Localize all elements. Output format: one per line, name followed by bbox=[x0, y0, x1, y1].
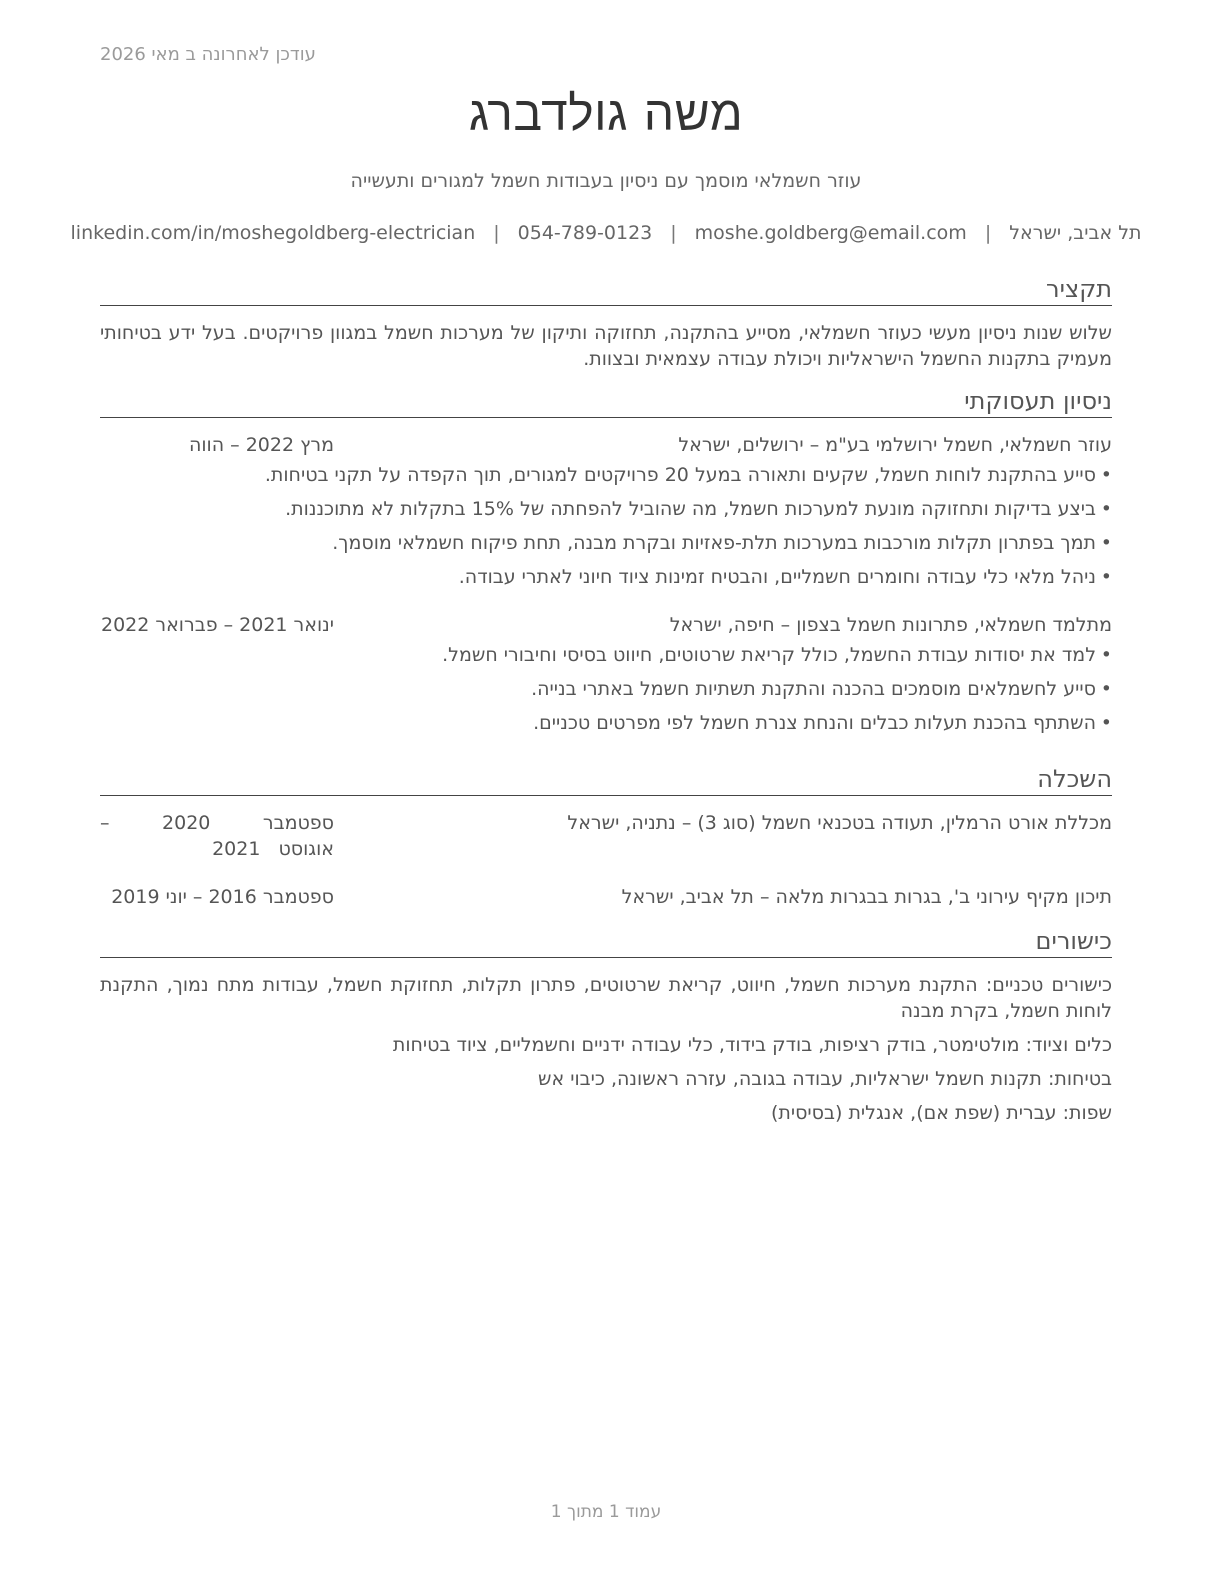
job-entry bbox=[100, 612, 1112, 736]
contact-bar bbox=[70, 222, 1142, 244]
contact-location: תל אביב, ישראל bbox=[1009, 222, 1142, 244]
skills-section bbox=[100, 926, 1112, 1134]
candidate-headline: עוזר חשמלאי מוסמך עם ניסיון בעבודות חשמל למגורים ותעשייה bbox=[350, 170, 862, 192]
skill-line: בטיחות: תקנות חשמל ישראליות, עבודה בגובה, עזרה ראשונה, כיבוי אש bbox=[538, 1068, 1112, 1090]
contact-separator: | bbox=[984, 222, 992, 244]
skill-line: כלים וציוד: מולטימטר, בודק רציפות, בודק בידוד, כלי עבודה ידניים וחשמליים, ציוד בטיחות bbox=[392, 1034, 1112, 1056]
contact-email-link[interactable]: moshe.goldberg@email.com bbox=[694, 222, 967, 244]
job-bullets bbox=[100, 462, 1112, 590]
section-title: ניסיון תעסוקתי bbox=[100, 386, 1112, 418]
bullet-icon: • bbox=[1100, 712, 1112, 734]
job-dates: ינואר 2021 – פברואר 2022 bbox=[100, 614, 334, 636]
education-dates: ספטמבר 2020 – אוגוסט 2021 bbox=[100, 812, 335, 860]
experience-section bbox=[100, 386, 1112, 744]
education-entry bbox=[100, 810, 1112, 862]
bullet-icon: • bbox=[1100, 566, 1112, 588]
list-item: • ניהל מלאי כלי עבודה וחומרים חשמליים, והבטיח זמינות ציוד חיוני לאתרי עבודה. bbox=[458, 566, 1112, 588]
bullet-icon: • bbox=[1100, 498, 1112, 520]
resume-page bbox=[70, 0, 1142, 1584]
job-entry bbox=[100, 432, 1112, 590]
contact-linkedin-link[interactable]: linkedin.com/in/moshegoldberg-electrician bbox=[70, 222, 476, 244]
job-bullets bbox=[100, 642, 1112, 736]
bullet-icon: • bbox=[1100, 464, 1112, 486]
skills-list bbox=[100, 972, 1112, 1126]
section-title: כישורים bbox=[100, 926, 1112, 958]
list-item: • ביצע בדיקות ותחזוקה מונעת למערכות חשמל, מה שהוביל להפחתה של 15% בתקלות לא מתוכננות. bbox=[285, 498, 1112, 520]
education-institution: תיכון מקיף עירוני ב', בגרות בבגרות מלאה – תל אביב, ישראל bbox=[621, 886, 1112, 908]
contact-separator: | bbox=[670, 222, 677, 244]
contact-separator: | bbox=[493, 222, 500, 244]
education-section bbox=[100, 764, 1112, 910]
bullet-icon: • bbox=[1100, 678, 1112, 700]
summary-text: שלוש שנות ניסיון מעשי כעוזר חשמלאי, מסייע בהתקנה, תחזוקה ותיקון של מערכות חשמל במגוון פרויקטים. בעל ידע בטיחותי מעמיק בתקנות החשמל הישראליות ויכולת עבודה עצמאית ובצוות. bbox=[100, 322, 1112, 370]
list-item: • סייע בהתקנת לוחות חשמל, שקעים ותאורה במעל 20 פרויקטים למגורים, תוך הקפדה על תקני בטיחות. bbox=[264, 464, 1112, 486]
job-role: מתלמד חשמלאי, פתרונות חשמל בצפון – חיפה, ישראל bbox=[669, 614, 1112, 636]
section-title: תקציר bbox=[100, 274, 1112, 306]
education-entry bbox=[100, 884, 1112, 910]
bullet-icon: • bbox=[1100, 644, 1112, 666]
page-number: עמוד 1 מתוך 1 bbox=[550, 1502, 662, 1522]
education-dates: ספטמבר 2016 – יוני 2019 bbox=[111, 886, 334, 908]
skill-line: שפות: עברית (שפת אם), אנגלית (בסיסית) bbox=[770, 1102, 1112, 1124]
skill-line: כישורים טכניים: התקנת מערכות חשמל, חיווט, קריאת שרטוטים, פתרון תקלות, תחזוקת חשמל, עבודות מתח נמוך, התקנת לוחות חשמל, בקרת מבנה bbox=[100, 974, 1112, 1022]
section-title: השכלה bbox=[100, 764, 1112, 796]
list-item: • השתתף בהכנת תעלות כבלים והנחת צנרת חשמל לפי מפרטים טכניים. bbox=[533, 712, 1112, 734]
job-dates: מרץ 2022 – הווה bbox=[188, 434, 334, 456]
education-institution: מכללת אורט הרמלין, תעודה בטכנאי חשמל (סוג 3) – נתניה, ישראל bbox=[567, 812, 1112, 834]
job-role: עוזר חשמלאי, חשמל ירושלמי בע"מ – ירושלים, ישראל bbox=[678, 434, 1112, 456]
last-updated-note: עודכן לאחרונה ב מאי 2026 bbox=[100, 44, 316, 65]
list-item: • סייע לחשמלאים מוסמכים בהכנה והתקנת תשתיות חשמל באתרי בנייה. bbox=[531, 678, 1112, 700]
summary-section bbox=[100, 274, 1112, 372]
list-item: • תמך בפתרון תקלות מורכבות במערכות תלת-פאזיות ובקרת מבנה, תחת פיקוח חשמלאי מוסמך. bbox=[332, 532, 1112, 554]
list-item: • למד את יסודות עבודת החשמל, כולל קריאת שרטוטים, חיווט בסיסי וחיבורי חשמל. bbox=[442, 644, 1112, 666]
contact-phone[interactable]: 054-789-0123 bbox=[517, 222, 653, 244]
bullet-icon: • bbox=[1100, 532, 1112, 554]
candidate-name: משה גולדברג bbox=[468, 86, 744, 142]
